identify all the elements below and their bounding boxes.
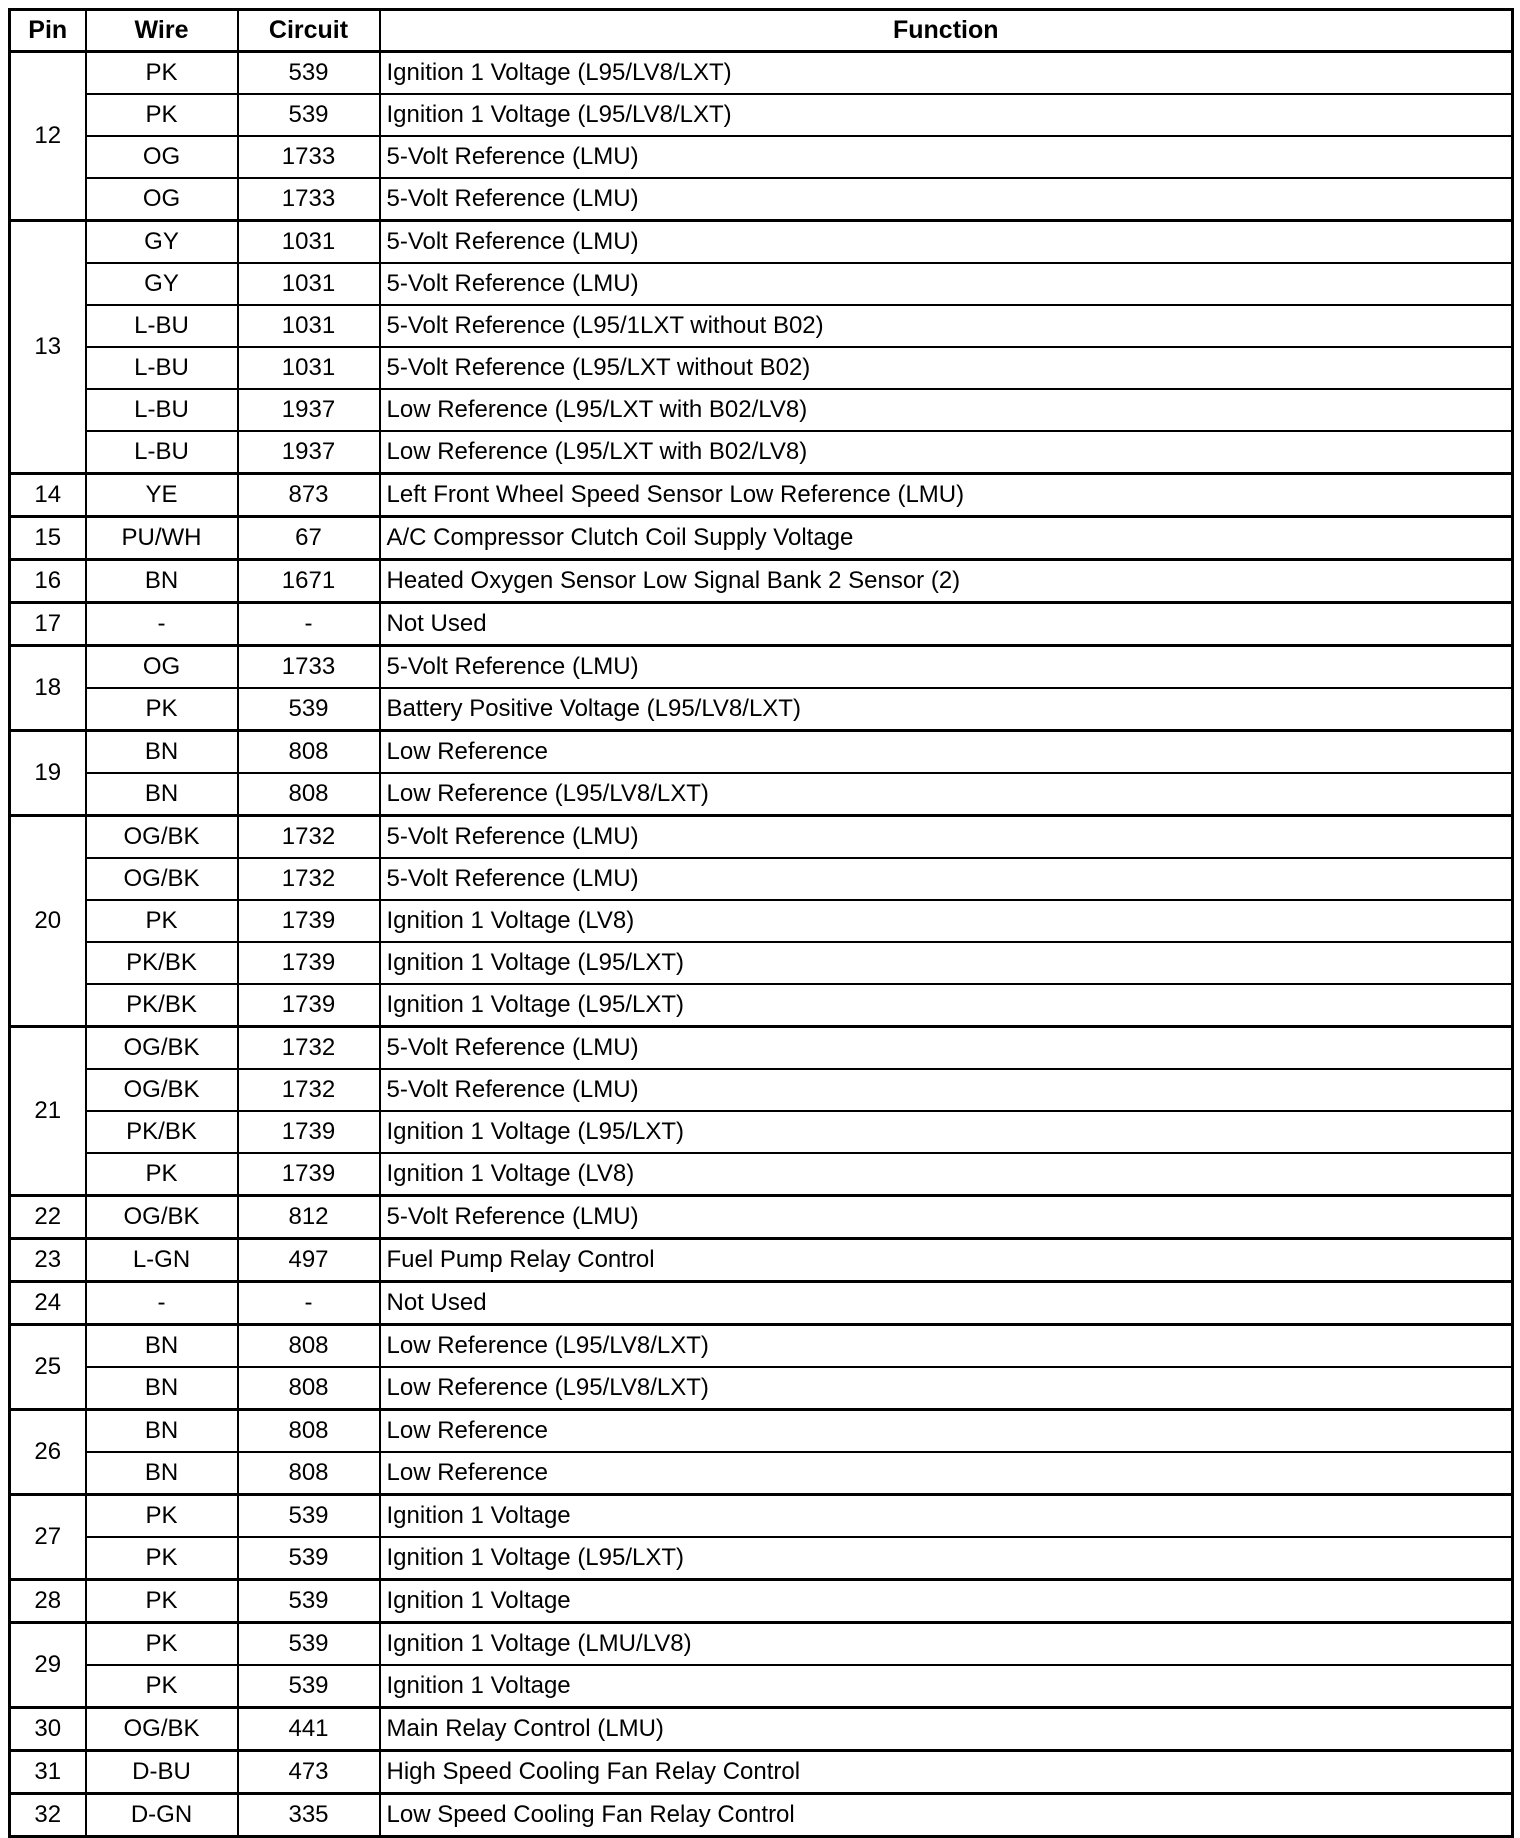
circuit-cell: 539 <box>238 1623 380 1666</box>
wire-cell: L-BU <box>86 347 238 389</box>
function-cell: 5-Volt Reference (L95/LXT without B02) <box>380 347 1513 389</box>
wire-cell: OG <box>86 136 238 178</box>
function-cell: 5-Volt Reference (LMU) <box>380 816 1513 859</box>
wire-cell: OG/BK <box>86 858 238 900</box>
table-row <box>10 858 1513 900</box>
pin-cell: 23 <box>10 1239 86 1282</box>
wire-cell: BN <box>86 1452 238 1495</box>
function-cell: Ignition 1 Voltage (L95/LXT) <box>380 1111 1513 1153</box>
header-wire: Wire <box>86 10 238 52</box>
function-cell: Low Reference (L95/LXT with B02/LV8) <box>380 389 1513 431</box>
table-row <box>10 984 1513 1027</box>
pin-cell: 14 <box>10 474 86 517</box>
function-cell: 5-Volt Reference (LMU) <box>380 263 1513 305</box>
table-row <box>10 1153 1513 1196</box>
table-row <box>10 646 1513 689</box>
table-row <box>10 1367 1513 1410</box>
function-cell: Heated Oxygen Sensor Low Signal Bank 2 Sensor (2) <box>380 560 1513 603</box>
circuit-cell: 441 <box>238 1708 380 1751</box>
table-row <box>10 942 1513 984</box>
function-cell: 5-Volt Reference (LMU) <box>380 221 1513 264</box>
circuit-cell: 1031 <box>238 221 380 264</box>
wire-cell: BN <box>86 1410 238 1453</box>
table-row <box>10 1665 1513 1708</box>
circuit-cell: 1739 <box>238 900 380 942</box>
wire-cell: L-BU <box>86 305 238 347</box>
wire-cell: BN <box>86 1325 238 1368</box>
wire-cell: PK <box>86 1537 238 1580</box>
wire-cell: GY <box>86 221 238 264</box>
wire-cell: L-BU <box>86 431 238 474</box>
function-cell: Not Used <box>380 1282 1513 1325</box>
table-row <box>10 389 1513 431</box>
circuit-cell: 1733 <box>238 646 380 689</box>
function-cell: Low Reference <box>380 1410 1513 1453</box>
function-cell: Low Speed Cooling Fan Relay Control <box>380 1794 1513 1837</box>
wire-cell: L-GN <box>86 1239 238 1282</box>
function-cell: Low Reference (L95/LV8/LXT) <box>380 1325 1513 1368</box>
wire-cell: PK <box>86 1580 238 1623</box>
wire-cell: PK <box>86 52 238 95</box>
circuit-cell: 808 <box>238 773 380 816</box>
header-row <box>10 10 1513 52</box>
function-cell: 5-Volt Reference (LMU) <box>380 136 1513 178</box>
table-row <box>10 731 1513 774</box>
pin-cell: 26 <box>10 1410 86 1495</box>
function-cell: Low Reference (L95/LV8/LXT) <box>380 773 1513 816</box>
function-cell: 5-Volt Reference (L95/1LXT without B02) <box>380 305 1513 347</box>
pin-cell: 22 <box>10 1196 86 1239</box>
wire-cell: PK <box>86 688 238 731</box>
header-pin: Pin <box>10 10 86 52</box>
circuit-cell: 1732 <box>238 858 380 900</box>
pin-cell: 20 <box>10 816 86 1027</box>
circuit-cell: 873 <box>238 474 380 517</box>
pin-cell: 25 <box>10 1325 86 1410</box>
wire-cell: - <box>86 603 238 646</box>
circuit-cell: 1732 <box>238 816 380 859</box>
wire-cell: OG/BK <box>86 816 238 859</box>
table-row <box>10 1751 1513 1794</box>
function-cell: Ignition 1 Voltage (LV8) <box>380 1153 1513 1196</box>
function-cell: A/C Compressor Clutch Coil Supply Voltage <box>380 517 1513 560</box>
wire-cell: BN <box>86 773 238 816</box>
function-cell: Ignition 1 Voltage (L95/LXT) <box>380 984 1513 1027</box>
circuit-cell: 1937 <box>238 389 380 431</box>
table-row <box>10 221 1513 264</box>
table-header <box>10 10 1513 52</box>
circuit-cell: - <box>238 1282 380 1325</box>
wire-cell: PK <box>86 900 238 942</box>
wire-cell: PK <box>86 1495 238 1538</box>
function-cell: 5-Volt Reference (LMU) <box>380 646 1513 689</box>
pin-cell: 27 <box>10 1495 86 1580</box>
function-cell: Not Used <box>380 603 1513 646</box>
function-cell: Battery Positive Voltage (L95/LV8/LXT) <box>380 688 1513 731</box>
table-row <box>10 773 1513 816</box>
table-row <box>10 816 1513 859</box>
pin-cell: 24 <box>10 1282 86 1325</box>
wire-cell: OG/BK <box>86 1708 238 1751</box>
circuit-cell: 539 <box>238 688 380 731</box>
function-cell: Low Reference (L95/LV8/LXT) <box>380 1367 1513 1410</box>
table-row <box>10 347 1513 389</box>
circuit-cell: 1733 <box>238 178 380 221</box>
circuit-cell: - <box>238 603 380 646</box>
wire-cell: PK/BK <box>86 942 238 984</box>
pin-cell: 15 <box>10 517 86 560</box>
table-row <box>10 305 1513 347</box>
wire-cell: OG <box>86 646 238 689</box>
table-body <box>10 52 1513 1837</box>
circuit-cell: 1937 <box>238 431 380 474</box>
table-row <box>10 1452 1513 1495</box>
wire-cell: OG/BK <box>86 1027 238 1070</box>
circuit-cell: 808 <box>238 1325 380 1368</box>
table-row <box>10 1325 1513 1368</box>
circuit-cell: 808 <box>238 1410 380 1453</box>
pin-cell: 30 <box>10 1708 86 1751</box>
function-cell: 5-Volt Reference (LMU) <box>380 1196 1513 1239</box>
table-row <box>10 178 1513 221</box>
connector-pinout-table <box>8 8 1514 1838</box>
wire-cell: GY <box>86 263 238 305</box>
pin-cell: 16 <box>10 560 86 603</box>
circuit-cell: 1732 <box>238 1069 380 1111</box>
table-row <box>10 1794 1513 1837</box>
wire-cell: BN <box>86 731 238 774</box>
table-row <box>10 52 1513 95</box>
circuit-cell: 539 <box>238 1495 380 1538</box>
function-cell: Ignition 1 Voltage <box>380 1495 1513 1538</box>
pin-cell: 28 <box>10 1580 86 1623</box>
pin-cell: 19 <box>10 731 86 816</box>
wire-cell: OG/BK <box>86 1069 238 1111</box>
wire-cell: PK <box>86 94 238 136</box>
wire-cell: - <box>86 1282 238 1325</box>
table-row <box>10 560 1513 603</box>
function-cell: Ignition 1 Voltage (L95/LV8/LXT) <box>380 94 1513 136</box>
table-row <box>10 1239 1513 1282</box>
table-row <box>10 517 1513 560</box>
circuit-cell: 539 <box>238 1580 380 1623</box>
function-cell: Main Relay Control (LMU) <box>380 1708 1513 1751</box>
wire-cell: BN <box>86 560 238 603</box>
function-cell: Ignition 1 Voltage (L95/LXT) <box>380 1537 1513 1580</box>
circuit-cell: 67 <box>238 517 380 560</box>
function-cell: Low Reference (L95/LXT with B02/LV8) <box>380 431 1513 474</box>
function-cell: Low Reference <box>380 731 1513 774</box>
circuit-cell: 1671 <box>238 560 380 603</box>
function-cell: 5-Volt Reference (LMU) <box>380 1027 1513 1070</box>
circuit-cell: 1733 <box>238 136 380 178</box>
function-cell: 5-Volt Reference (LMU) <box>380 1069 1513 1111</box>
function-cell: Ignition 1 Voltage (L95/LXT) <box>380 942 1513 984</box>
pin-cell: 31 <box>10 1751 86 1794</box>
circuit-cell: 539 <box>238 94 380 136</box>
wire-cell: PK <box>86 1665 238 1708</box>
table-row <box>10 1027 1513 1070</box>
table-row <box>10 688 1513 731</box>
wire-cell: L-BU <box>86 389 238 431</box>
function-cell: Ignition 1 Voltage <box>380 1665 1513 1708</box>
circuit-cell: 539 <box>238 1665 380 1708</box>
pin-cell: 18 <box>10 646 86 731</box>
function-cell: Left Front Wheel Speed Sensor Low Reference (LMU) <box>380 474 1513 517</box>
table-row <box>10 603 1513 646</box>
table-row <box>10 1495 1513 1538</box>
table-row <box>10 1580 1513 1623</box>
wire-cell: D-BU <box>86 1751 238 1794</box>
circuit-cell: 1739 <box>238 1153 380 1196</box>
circuit-cell: 1732 <box>238 1027 380 1070</box>
pin-cell: 12 <box>10 52 86 221</box>
circuit-cell: 1031 <box>238 347 380 389</box>
function-cell: Ignition 1 Voltage (LMU/LV8) <box>380 1623 1513 1666</box>
table-row <box>10 1282 1513 1325</box>
table-row <box>10 1196 1513 1239</box>
function-cell: Fuel Pump Relay Control <box>380 1239 1513 1282</box>
table-row <box>10 136 1513 178</box>
circuit-cell: 1739 <box>238 1111 380 1153</box>
wire-cell: PK/BK <box>86 984 238 1027</box>
circuit-cell: 473 <box>238 1751 380 1794</box>
wire-cell: PK <box>86 1153 238 1196</box>
function-cell: Ignition 1 Voltage <box>380 1580 1513 1623</box>
circuit-cell: 1739 <box>238 984 380 1027</box>
pin-cell: 21 <box>10 1027 86 1196</box>
circuit-cell: 812 <box>238 1196 380 1239</box>
circuit-cell: 1031 <box>238 263 380 305</box>
table-row <box>10 1623 1513 1666</box>
wire-cell: OG <box>86 178 238 221</box>
table-row <box>10 263 1513 305</box>
table-row <box>10 431 1513 474</box>
circuit-cell: 808 <box>238 1452 380 1495</box>
wire-cell: YE <box>86 474 238 517</box>
wire-cell: PK <box>86 1623 238 1666</box>
header-circuit: Circuit <box>238 10 380 52</box>
function-cell: 5-Volt Reference (LMU) <box>380 178 1513 221</box>
table-row <box>10 474 1513 517</box>
table-row <box>10 1069 1513 1111</box>
table-row <box>10 94 1513 136</box>
circuit-cell: 1031 <box>238 305 380 347</box>
table-row <box>10 1708 1513 1751</box>
table-row <box>10 1111 1513 1153</box>
pin-cell: 32 <box>10 1794 86 1837</box>
pin-cell: 13 <box>10 221 86 474</box>
table-row <box>10 1537 1513 1580</box>
wire-cell: PU/WH <box>86 517 238 560</box>
table-row <box>10 900 1513 942</box>
function-cell: Ignition 1 Voltage (LV8) <box>380 900 1513 942</box>
circuit-cell: 1739 <box>238 942 380 984</box>
circuit-cell: 808 <box>238 1367 380 1410</box>
header-function: Function <box>380 10 1513 52</box>
wire-cell: D-GN <box>86 1794 238 1837</box>
function-cell: Ignition 1 Voltage (L95/LV8/LXT) <box>380 52 1513 95</box>
function-cell: High Speed Cooling Fan Relay Control <box>380 1751 1513 1794</box>
wire-cell: OG/BK <box>86 1196 238 1239</box>
circuit-cell: 497 <box>238 1239 380 1282</box>
circuit-cell: 335 <box>238 1794 380 1837</box>
pin-cell: 29 <box>10 1623 86 1708</box>
wire-cell: PK/BK <box>86 1111 238 1153</box>
pin-cell: 17 <box>10 603 86 646</box>
circuit-cell: 808 <box>238 731 380 774</box>
circuit-cell: 539 <box>238 1537 380 1580</box>
function-cell: 5-Volt Reference (LMU) <box>380 858 1513 900</box>
table-row <box>10 1410 1513 1453</box>
circuit-cell: 539 <box>238 52 380 95</box>
function-cell: Low Reference <box>380 1452 1513 1495</box>
wire-cell: BN <box>86 1367 238 1410</box>
